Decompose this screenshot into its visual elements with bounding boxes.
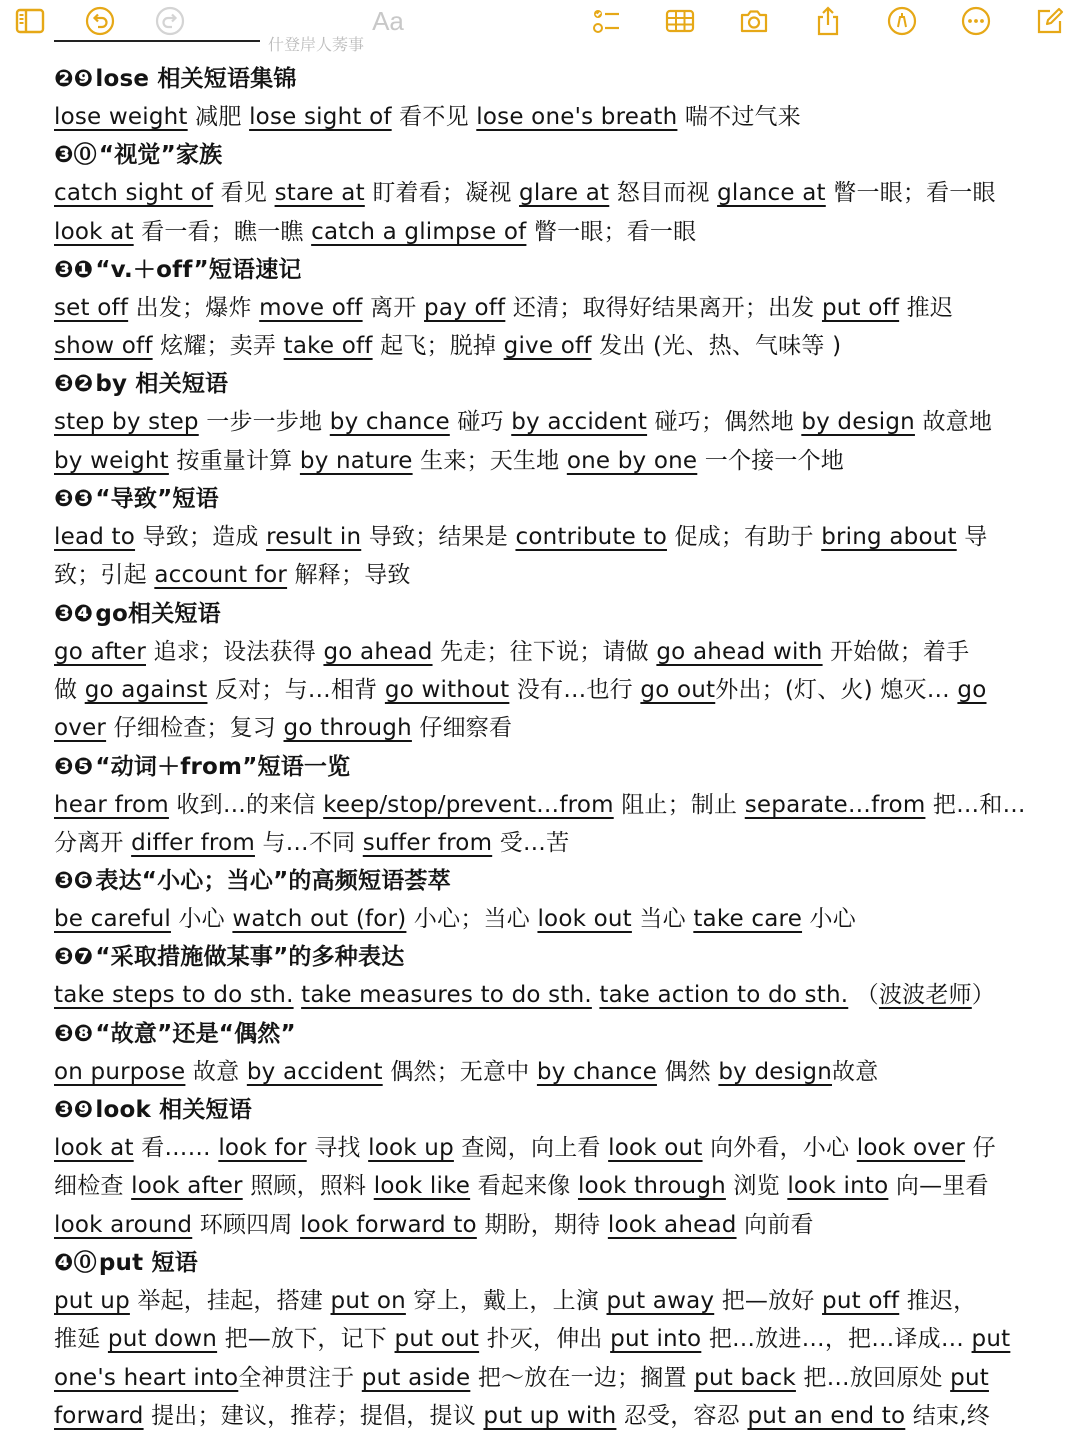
phrase-meaning: 减肥 bbox=[187, 104, 250, 130]
phrase: put back bbox=[694, 1364, 796, 1391]
phrase: by design bbox=[718, 1058, 832, 1085]
phrase: go bbox=[957, 676, 987, 703]
share-icon[interactable] bbox=[810, 3, 846, 39]
phrase: bring about bbox=[821, 524, 957, 551]
phrase-meaning: 追求；设法获得 bbox=[146, 638, 324, 665]
phrase: take care bbox=[693, 906, 803, 933]
section-heading bbox=[54, 595, 1044, 633]
phrase: go ahead bbox=[323, 638, 433, 665]
section-number: ❸❻ bbox=[54, 868, 94, 895]
phrase-meaning: 喘不过气来 bbox=[677, 104, 801, 130]
phrase-line bbox=[54, 1206, 1044, 1244]
phrase: lose weight bbox=[54, 104, 188, 130]
phrase-meaning: 收到…的来信 bbox=[168, 791, 324, 818]
phrase: put aside bbox=[361, 1364, 471, 1391]
phrase-meaning: 看…… bbox=[133, 1135, 219, 1162]
phrase: go after bbox=[54, 638, 146, 665]
phrase-meaning: 向前看 bbox=[736, 1211, 814, 1238]
phrase: take steps to do sth. bbox=[54, 982, 294, 1009]
phrase-meaning: 瞥一眼；看一眼 bbox=[825, 180, 996, 207]
phrase-line bbox=[54, 1167, 1044, 1205]
phrase: put on bbox=[330, 1287, 406, 1314]
phrase-line bbox=[54, 1320, 1044, 1358]
section-heading bbox=[54, 480, 1044, 518]
phrase-meaning: 结束,终 bbox=[905, 1402, 990, 1429]
section-title: look 相关短语 bbox=[95, 1097, 252, 1124]
phrase: look over bbox=[856, 1135, 966, 1162]
phrase: be careful bbox=[54, 906, 171, 933]
markup-pen-icon[interactable] bbox=[884, 3, 920, 39]
section-heading bbox=[54, 1091, 1044, 1129]
phrase-meaning: 离开 bbox=[362, 294, 425, 321]
phrase: take action to do sth. bbox=[599, 982, 849, 1009]
phrase-meaning: 故意 bbox=[185, 1058, 247, 1085]
section-title: 表达“小心；当心”的高频短语荟萃 bbox=[95, 868, 451, 895]
phrase: put away bbox=[606, 1287, 715, 1314]
section-number: ❸❷ bbox=[54, 371, 94, 398]
phrase: result in bbox=[266, 524, 362, 551]
phrase-meaning: 导 bbox=[956, 524, 988, 551]
phrase-meaning: 浏览 bbox=[725, 1173, 788, 1200]
section-title: “v.＋off”短语速记 bbox=[95, 256, 302, 283]
phrase-line bbox=[54, 1397, 1044, 1435]
underline-fragment bbox=[54, 40, 260, 42]
phrase-meaning: （ bbox=[848, 982, 879, 1009]
section-number: ❸❾ bbox=[54, 1097, 94, 1124]
phrase-meaning: 把…和… bbox=[925, 791, 1026, 818]
phrase: forward bbox=[54, 1402, 144, 1429]
section-heading bbox=[54, 60, 1044, 98]
phrase-line bbox=[54, 1129, 1044, 1167]
note-section bbox=[54, 1015, 1044, 1091]
phrase: look at bbox=[54, 1135, 134, 1162]
phrase: lose sight of bbox=[249, 104, 392, 130]
phrase-meaning: 穿上，戴上，上演 bbox=[405, 1287, 607, 1314]
section-title: by 相关短语 bbox=[95, 371, 229, 398]
phrase: go ahead with bbox=[656, 638, 823, 665]
phrase: put bbox=[971, 1326, 1011, 1353]
phrase-meaning: 看起来像 bbox=[470, 1173, 578, 1200]
phrase: catch sight of bbox=[54, 180, 214, 207]
phrase-line bbox=[54, 900, 1044, 938]
phrase-meaning: 扑灭，伸出 bbox=[479, 1326, 611, 1353]
phrase-meaning: 故意 bbox=[832, 1058, 879, 1085]
format-button[interactable]: Aa bbox=[372, 5, 404, 36]
phrase-meaning: 偶然 bbox=[656, 1058, 719, 1085]
phrase-meaning: 解释；导致 bbox=[287, 562, 411, 589]
section-title: “故意”还是“偶然” bbox=[95, 1020, 296, 1047]
phrase-meaning: 把—放下，记下 bbox=[217, 1326, 395, 1353]
phrase: look out bbox=[537, 906, 632, 933]
compose-icon[interactable] bbox=[1032, 3, 1068, 39]
phrase-line bbox=[54, 442, 1044, 480]
phrase-meaning: 一步一步地 bbox=[198, 409, 330, 436]
phrase: separate…from bbox=[744, 791, 926, 818]
phrase-line bbox=[54, 98, 1044, 136]
phrase: take off bbox=[283, 333, 373, 360]
phrase-meaning: 阻止；制止 bbox=[613, 791, 745, 818]
phrase: differ from bbox=[131, 829, 255, 856]
phrase: go through bbox=[283, 715, 412, 742]
section-heading bbox=[54, 136, 1044, 174]
phrase: look after bbox=[131, 1173, 243, 1200]
phrase: put off bbox=[822, 1287, 900, 1314]
section-title: “动词＋from”短语一览 bbox=[95, 753, 351, 780]
section-number: ❸⓪ bbox=[54, 142, 97, 169]
phrase: by weight bbox=[54, 447, 169, 474]
phrase-meaning: 向—里看 bbox=[888, 1173, 989, 1200]
section-heading bbox=[54, 365, 1044, 403]
sidebar-icon[interactable] bbox=[12, 3, 48, 39]
section-number: ❸❺ bbox=[54, 753, 94, 780]
phrase: contribute to bbox=[515, 524, 667, 551]
more-icon[interactable] bbox=[958, 3, 994, 39]
phrase-meaning: 小心 bbox=[170, 906, 233, 933]
phrase: give off bbox=[503, 333, 592, 360]
phrase: look into bbox=[787, 1173, 889, 1200]
phrase-meaning: 环顾四周 bbox=[192, 1211, 301, 1238]
phrase-meaning: 按重量计算 bbox=[168, 447, 300, 474]
phrase: account for bbox=[154, 562, 288, 589]
phrase: lead to bbox=[54, 524, 136, 551]
phrase-meaning: 出发；爆炸 bbox=[128, 294, 260, 321]
section-title: lose 相关短语集锦 bbox=[95, 66, 297, 92]
phrase-meaning: 把～放在一边；搁置 bbox=[470, 1364, 695, 1391]
phrase-meaning: 发出 (光、热、气味等 ) bbox=[591, 333, 842, 360]
phrase: on purpose bbox=[54, 1058, 186, 1085]
phrase: go against bbox=[84, 676, 208, 703]
phrase-meaning: 碰巧 bbox=[449, 409, 512, 436]
phrase: keep/stop/prevent…from bbox=[323, 791, 614, 818]
note-section bbox=[54, 60, 1044, 136]
section-title: “导致”短语 bbox=[95, 486, 219, 513]
phrase-meaning: 小心 bbox=[802, 906, 856, 933]
phrase-meaning: 起飞；脱掉 bbox=[372, 333, 504, 360]
phrase-meaning: 把…放回原处 bbox=[795, 1364, 951, 1391]
phrase: put into bbox=[610, 1326, 702, 1353]
section-heading bbox=[54, 938, 1044, 976]
phrase-line bbox=[54, 556, 1044, 594]
phrase-meaning: 反对；与…相背 bbox=[207, 676, 385, 703]
ghost-text: 什登岸人莠事 bbox=[268, 35, 365, 54]
phrase-line bbox=[54, 976, 1044, 1014]
phrase-meaning: 向外看，小心 bbox=[702, 1135, 857, 1162]
phrase-meaning: 提出；建议，推荐；提倡，提议 bbox=[143, 1402, 484, 1429]
phrase: by nature bbox=[299, 447, 413, 474]
phrase-line bbox=[54, 327, 1044, 365]
section-number: ❸❶ bbox=[54, 256, 94, 283]
note-section bbox=[54, 480, 1044, 595]
table-icon[interactable] bbox=[662, 3, 698, 39]
phrase-line bbox=[54, 289, 1044, 327]
section-number: ❸❼ bbox=[54, 944, 94, 971]
section-number: ❸❹ bbox=[54, 600, 94, 627]
phrase: by accident bbox=[511, 409, 648, 436]
section-title: go相关短语 bbox=[95, 600, 221, 627]
phrase-meaning: 看不见 bbox=[391, 104, 477, 130]
phrase-meaning: 瞥一眼；看一眼 bbox=[526, 218, 697, 245]
phrase-meaning: 把…放进…，把…译成… bbox=[701, 1326, 972, 1353]
phrase: look through bbox=[577, 1173, 726, 1200]
phrase: glance at bbox=[717, 180, 826, 207]
phrase: look out bbox=[608, 1135, 703, 1162]
phrase: pay off bbox=[424, 294, 506, 321]
phrase-meaning: 怒目而视 bbox=[609, 180, 718, 207]
phrase-meaning: 导致；结果是 bbox=[361, 524, 516, 551]
note-section bbox=[54, 938, 1044, 1014]
note-section bbox=[54, 136, 1044, 251]
phrase-line bbox=[54, 709, 1044, 747]
phrase-meaning: 小心；当心 bbox=[406, 906, 538, 933]
phrase-meaning: 仔 bbox=[965, 1135, 996, 1162]
phrase-meaning: 细检查 bbox=[54, 1173, 132, 1200]
phrase: by accident bbox=[246, 1058, 383, 1085]
section-number: ❹⓪ bbox=[54, 1249, 97, 1276]
phrase: put up with bbox=[483, 1402, 617, 1429]
phrase-meaning bbox=[294, 982, 302, 1008]
phrase-meaning: 做 bbox=[54, 676, 85, 703]
phrase: put down bbox=[107, 1326, 218, 1353]
section-heading bbox=[54, 748, 1044, 786]
phrase: step by step bbox=[54, 409, 199, 436]
phrase-line bbox=[54, 213, 1044, 251]
phrase-meaning: 外出；(灯、火) 熄灭… bbox=[715, 676, 958, 703]
phrase: put up bbox=[54, 1287, 130, 1314]
phrase: go without bbox=[384, 676, 510, 703]
phrase-meaning: ） bbox=[971, 982, 995, 1009]
phrase-meaning: 把—放好 bbox=[714, 1287, 823, 1314]
note-section bbox=[54, 595, 1044, 748]
camera-icon[interactable] bbox=[736, 3, 772, 39]
note-section bbox=[54, 365, 1044, 480]
phrase: catch a glimpse of bbox=[311, 218, 527, 245]
phrase: lose one's breath bbox=[476, 104, 678, 130]
phrase-meaning: 炫耀；卖弄 bbox=[152, 333, 284, 360]
phrase-meaning: 开始做；着手 bbox=[822, 638, 970, 665]
section-title: “采取措施做某事”的多种表达 bbox=[95, 944, 405, 971]
phrase-meaning: 先走；往下说；请做 bbox=[432, 638, 657, 665]
phrase: by chance bbox=[536, 1058, 657, 1085]
phrase-line bbox=[54, 1282, 1044, 1320]
phrase: one's heart into bbox=[54, 1364, 239, 1391]
phrase: look like bbox=[373, 1173, 471, 1200]
phrase-meaning: 致；引起 bbox=[54, 562, 155, 589]
section-heading bbox=[54, 251, 1044, 289]
phrase: look for bbox=[218, 1135, 307, 1162]
phrase: look up bbox=[368, 1135, 454, 1162]
phrase-meaning: 全神贯注于 bbox=[238, 1364, 362, 1391]
phrase: show off bbox=[54, 333, 153, 360]
section-title: put 短语 bbox=[98, 1249, 198, 1276]
note-section bbox=[54, 251, 1044, 366]
phrase: by design bbox=[801, 409, 915, 436]
checklist-icon[interactable] bbox=[588, 3, 624, 39]
phrase: take measures to do sth. bbox=[301, 982, 592, 1009]
phrase-meaning: 碰巧；偶然地 bbox=[647, 409, 802, 436]
phrase: put an end to bbox=[747, 1402, 906, 1429]
note-section bbox=[54, 1091, 1044, 1244]
phrase-line bbox=[54, 633, 1044, 671]
phrase-meaning: 生来；天生地 bbox=[412, 447, 567, 474]
phrase: look around bbox=[54, 1211, 193, 1238]
phrase: one by one bbox=[566, 447, 698, 474]
phrase: look at bbox=[54, 218, 134, 245]
phrase-meaning: 看一看；瞧一瞧 bbox=[133, 218, 312, 245]
phrase-meaning: 忍受，容忍 bbox=[616, 1402, 748, 1429]
note-body[interactable] bbox=[54, 60, 1044, 1435]
phrase: put bbox=[950, 1364, 989, 1391]
phrase: set off bbox=[54, 294, 129, 321]
phrase: look ahead bbox=[607, 1211, 737, 1238]
phrase-meaning: 受…苦 bbox=[492, 829, 570, 856]
phrase-line bbox=[54, 1053, 1044, 1091]
phrase-meaning: 促成；有助于 bbox=[666, 524, 822, 551]
scrolled-previous-line bbox=[54, 34, 474, 54]
phrase-meaning: 还清；取得好结果离开；出发 bbox=[505, 294, 822, 321]
phrase-meaning: 推延 bbox=[54, 1326, 108, 1353]
phrase: by chance bbox=[329, 409, 450, 436]
phrase-meaning: 导致；造成 bbox=[135, 524, 267, 551]
phrase-meaning: 看见 bbox=[213, 180, 275, 207]
phrase-meaning: 一个接一个地 bbox=[697, 447, 844, 474]
phrase-meaning: 故意地 bbox=[914, 409, 993, 436]
section-heading bbox=[54, 1244, 1044, 1282]
phrase: hear from bbox=[54, 791, 169, 818]
phrase: 波波老师 bbox=[878, 982, 972, 1009]
phrase-line bbox=[54, 671, 1044, 709]
phrase-line bbox=[54, 824, 1044, 862]
phrase: watch out (for) bbox=[232, 906, 407, 933]
section-number: ❸❽ bbox=[54, 1020, 94, 1047]
phrase: suffer from bbox=[362, 829, 493, 856]
phrase-line bbox=[54, 518, 1044, 556]
phrase-line bbox=[54, 403, 1044, 441]
phrase: stare at bbox=[274, 180, 365, 207]
phrase-meaning: 仔细检查；复习 bbox=[106, 715, 284, 742]
phrase: go out bbox=[640, 676, 716, 703]
phrase-meaning: 期盼，期待 bbox=[476, 1211, 608, 1238]
section-heading bbox=[54, 1015, 1044, 1053]
phrase-meaning: 没有…也行 bbox=[509, 676, 641, 703]
section-title: “视觉”家族 bbox=[98, 142, 223, 169]
phrase-meaning: 仔细察看 bbox=[411, 715, 513, 742]
section-heading bbox=[54, 862, 1044, 900]
phrase: move off bbox=[259, 294, 363, 321]
section-number: ❸❸ bbox=[54, 486, 94, 513]
phrase-meaning: 分离开 bbox=[54, 829, 132, 856]
note-section bbox=[54, 862, 1044, 938]
section-number: ❷❾ bbox=[54, 66, 94, 92]
phrase-meaning: 寻找 bbox=[306, 1135, 369, 1162]
phrase: look forward to bbox=[300, 1211, 477, 1238]
phrase-meaning: 盯着看；凝视 bbox=[364, 180, 520, 207]
phrase-meaning: 与…不同 bbox=[254, 829, 363, 856]
note-section bbox=[54, 748, 1044, 863]
phrase-meaning: 查阅，向上看 bbox=[453, 1135, 609, 1162]
toolbar-right bbox=[588, 3, 1068, 39]
phrase-meaning: 照顾，照料 bbox=[242, 1173, 374, 1200]
phrase-meaning: 当心 bbox=[631, 906, 694, 933]
phrase: glare at bbox=[519, 180, 610, 207]
phrase-line bbox=[54, 1359, 1044, 1397]
phrase: put out bbox=[394, 1326, 480, 1353]
phrase: over bbox=[54, 715, 107, 742]
note-section bbox=[54, 1244, 1044, 1435]
phrase-meaning: 偶然；无意中 bbox=[382, 1058, 537, 1085]
phrase-meaning: 推迟， bbox=[899, 1287, 977, 1314]
phrase-line bbox=[54, 174, 1044, 212]
phrase-meaning: 推迟 bbox=[899, 294, 954, 321]
phrase: put off bbox=[821, 294, 900, 321]
phrase-line bbox=[54, 786, 1044, 824]
phrase-meaning: 举起，挂起，搭建 bbox=[129, 1287, 331, 1314]
